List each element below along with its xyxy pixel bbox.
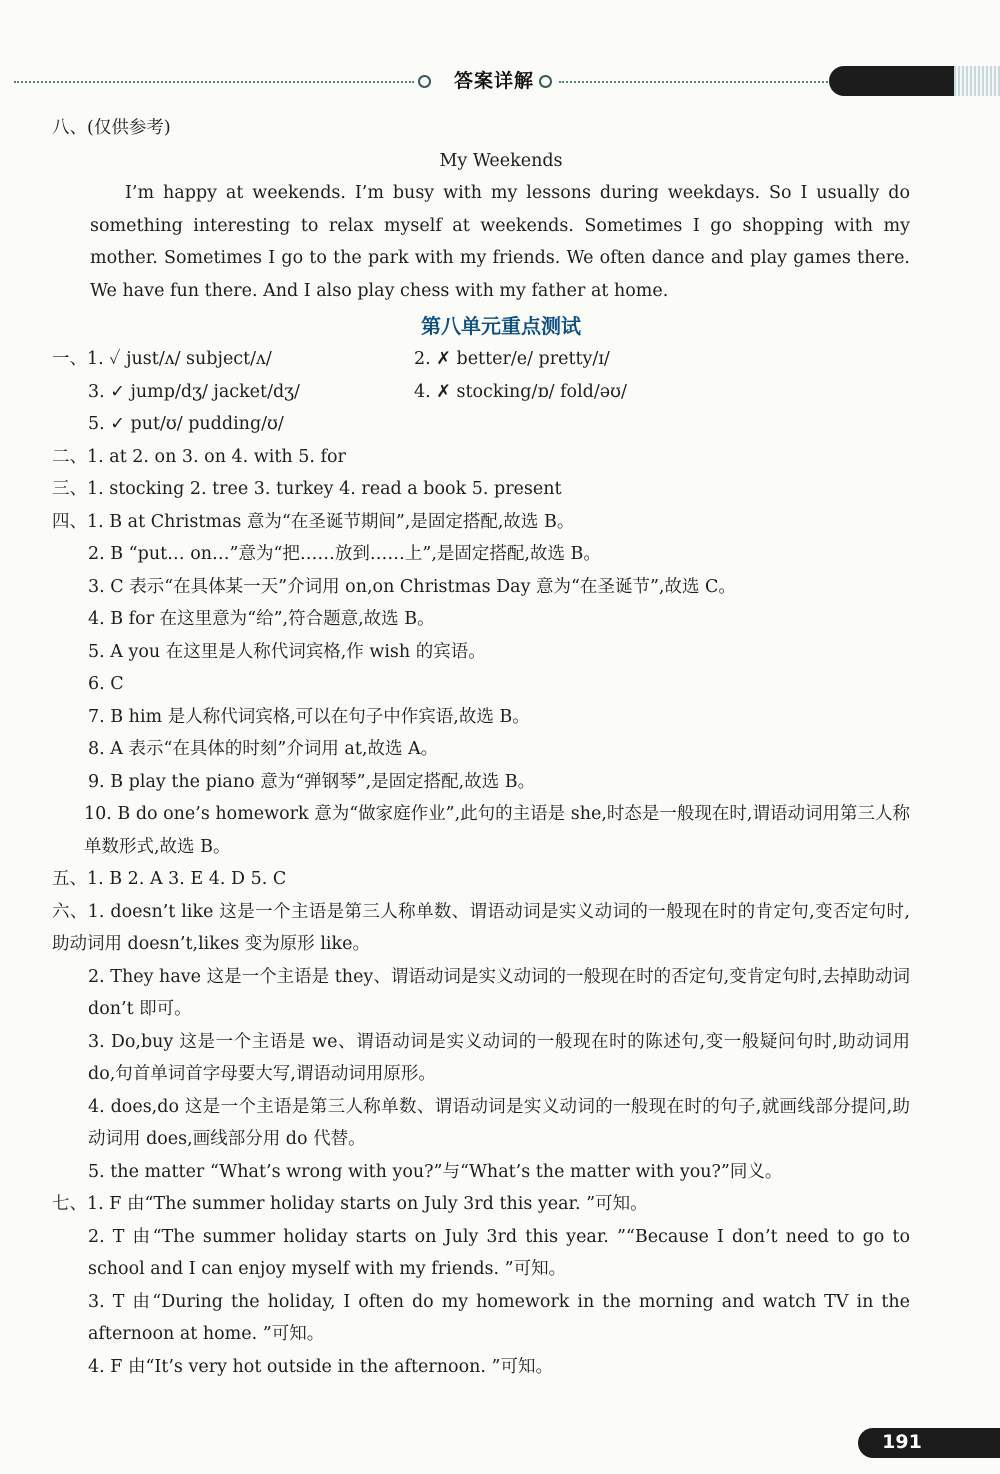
part6-item3: 3. Do,buy 这是一个主语是 we、谓语动词是实义动词的一般现在时的陈述句,变一般疑问句时,助动词用 do,句首单词首字母要大写,谓语动词用原形。 xyxy=(88,1031,910,1084)
essay-body: I’m happy at weekends. I’m busy with my lessons during weekdays. So I usually do something interesting to relax myself at weekends. Sometimes I go shopping with my mother. Sometimes I go to the park with my friends. We often dance and play games there. We have fun there. And I also play chess with my father at home. xyxy=(90,183,910,301)
part3-answers: 三、1. stocking 2. tree 3. turkey 4. read a book 5. present xyxy=(52,479,562,499)
part4-item4: 4. B for 在这里意为“给”,符合题意,故选 B。 xyxy=(88,609,435,629)
header-dot-left-icon xyxy=(418,75,431,88)
essay-title: My Weekends xyxy=(439,150,563,171)
part1-row1 xyxy=(52,343,910,376)
section8-label: 八、(仅供参考) xyxy=(52,118,171,138)
unit-title: 第八单元重点测试 xyxy=(421,314,581,338)
part4-item7: 7. B him 是人称代词宾格,可以在句子中作宾语,故选 B。 xyxy=(88,706,530,727)
part4-item1: 四、1. B at Christmas 意为“在圣诞节期间”,是固定搭配,故选 B。 xyxy=(52,511,575,532)
page-content xyxy=(52,112,910,1383)
header-divider-right xyxy=(559,81,844,83)
part4-item3: 3. C 表示“在具体某一天”介词用 on,on Christmas Day 意为“在圣诞节”,故选 C。 xyxy=(88,576,736,597)
part4-item9: 9. B play the piano 意为“弹钢琴”,是固定搭配,故选 B。 xyxy=(88,771,536,792)
part7-item4: 4. F 由“It’s very hot outside in the afternoon. ”可知。 xyxy=(88,1356,553,1377)
page-number: 191 xyxy=(882,1431,922,1453)
part1-item1: 一、1. ✓ just/ʌ/ subject/ʌ/ xyxy=(52,349,272,369)
part4-item2: 2. B “put… on…”意为“把……放到……上”,是固定搭配,故选 B。 xyxy=(88,544,601,564)
part1-item5: 5. ✓ put/ʊ/ pudding/ʊ/ xyxy=(88,414,284,434)
header-dot-right-icon xyxy=(539,75,552,88)
part6-item4: 4. does,do 这是一个主语是第三人称单数、谓语动词是实义动词的一般现在时的句子,就画线部分提问,助动词用 does,画线部分用 do 代替。 xyxy=(88,1096,910,1149)
part6-item1: 六、1. doesn’t like 这是一个主语是第三人称单数、谓语动词是实义动词的一般现在时的肯定句,变否定句时,助动词用 doesn’t,likes 变为原形 like。 xyxy=(52,901,910,954)
part4-item10: 10. B do one’s homework 意为“做家庭作业”,此句的主语是 she,时态是一般现在时,谓语动词用第三人称单数形式,故选 B。 xyxy=(84,804,910,857)
part1-row2 xyxy=(52,376,910,409)
header-title: 答案详解 xyxy=(453,70,534,92)
header-stripe-decoration xyxy=(954,66,1000,96)
part6-item5: 5. the matter “What’s wrong with you?”与“What’s the matter with you?”同义。 xyxy=(88,1161,783,1182)
part2-answers: 二、1. at 2. on 3. on 4. with 5. for xyxy=(52,446,346,467)
header-tab-decoration xyxy=(829,66,959,96)
part5-answers: 五、1. B 2. A 3. E 4. D 5. C xyxy=(52,869,287,889)
part4-item5: 5. A you 在这里是人称代词宾格,作 wish 的宾语。 xyxy=(88,641,486,662)
part7-item1: 七、1. F 由“The summer holiday starts on July 3rd this year. ”可知。 xyxy=(52,1194,648,1214)
header-divider-left xyxy=(14,81,414,83)
part1-item3: 3. ✓ jump/dʒ/ jacket/dʒ/ xyxy=(88,381,300,402)
part4-item8: 8. A 表示“在具体的时刻”介词用 at,故选 A。 xyxy=(88,739,439,759)
part4-item6: 6. C xyxy=(88,674,124,694)
part6-item2: 2. They have 这是一个主语是 they、谓语动词是实义动词的一般现在时的否定句,变肯定句时,去掉助动词 don’t 即可。 xyxy=(88,966,910,1019)
part1-item2: 2. ✗ better/e/ pretty/ɪ/ xyxy=(414,349,610,369)
part7-item3: 3. T 由“During the holiday, I often do my homework in the morning and watch TV in the afternoon at home. ”可知。 xyxy=(88,1291,910,1344)
page-header xyxy=(14,62,1000,102)
part7-item2: 2. T 由“The summer holiday starts on July 3rd this year. ”“Because I don’t need to go to school and I can enjoy myself with my friends. ”可知。 xyxy=(88,1226,910,1279)
part1-item4: 4. ✗ stocking/ɒ/ fold/əʊ/ xyxy=(414,381,627,402)
